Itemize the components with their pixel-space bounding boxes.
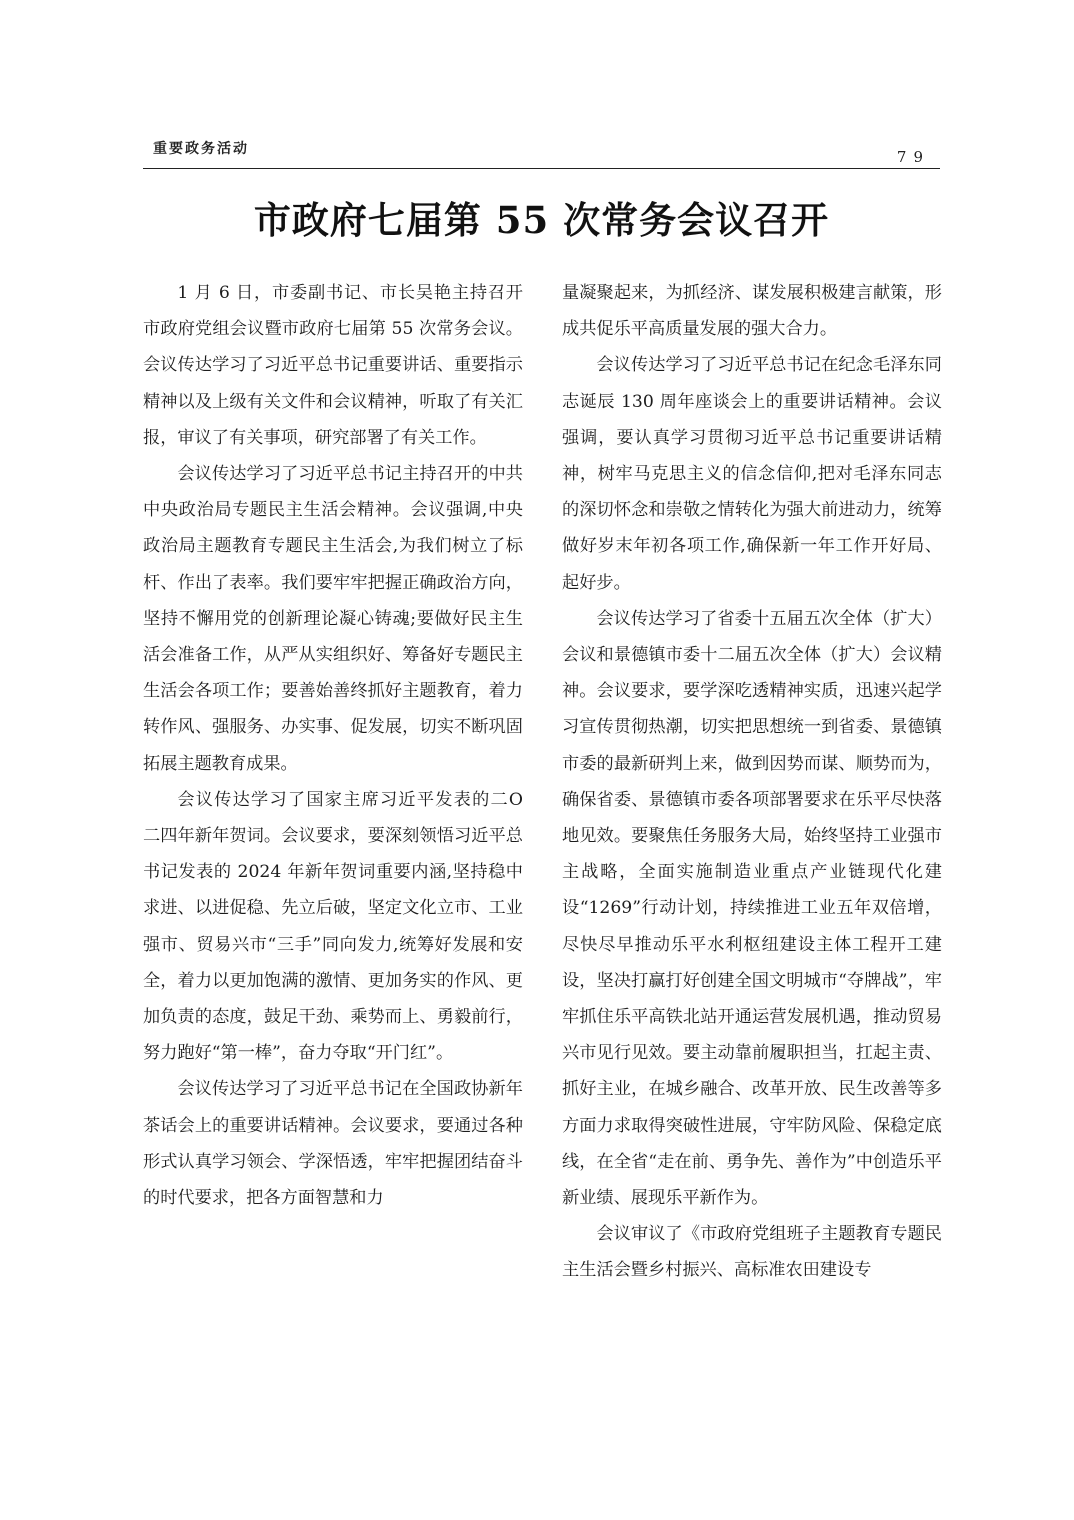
page-number: 79 bbox=[896, 148, 930, 166]
right-column bbox=[562, 275, 942, 1289]
section-label: 重要政务活动 bbox=[153, 141, 249, 157]
paragraph: 会议传达学习了习近平总书记在纪念毛泽东同志诞辰 130 周年座谈会上的重要讲话精神。会议强调，要认真学习贯彻习近平总书记重要讲话精神，树牢马克思主义的信念信仰,把对毛泽东同志的深切怀念和崇敬之情转化为强大前进动力，统筹做好岁末年初各项工作,确保新一年工作开好局、起好步。 bbox=[562, 355, 942, 593]
paragraph: 会议审议了《市政府党组班子主题教育专题民主生活会暨乡村振兴、高标准农田建设专 bbox=[562, 1224, 942, 1281]
paragraph: 1 月 6 日，市委副书记、市长吴艳主持召开市政府党组会议暨市政府七届第 55 次常务会议。会议传达学习了习近平总书记重要讲话、重要指示精神以及上级有关文件和会议精神，听取了有关汇报，审议了有关事项，研究部署了有关工作。 bbox=[143, 283, 523, 448]
left-column bbox=[143, 275, 523, 1216]
paragraph: 会议传达学习了习近平总书记在全国政协新年茶话会上的重要讲话精神。会议要求，要通过各种形式认真学习领会、学深悟透，牢牢把握团结奋斗的时代要求，把各方面智慧和力 bbox=[143, 1079, 523, 1209]
page-header bbox=[143, 136, 940, 169]
paragraph: 会议传达学习了省委十五届五次全体（扩大）会议和景德镇市委十二届五次全体（扩大）会议精神。会议要求，要学深吃透精神实质，迅速兴起学习宣传贯彻热潮，切实把思想统一到省委、景德镇市委的最新研判上来，做到因势而谋、顺势而为，确保省委、景德镇市委各项部署要求在乐平尽快落地见效。要聚焦任务服务大局，始终坚持工业强市主战略，全面实施制造业重点产业链现代化建设“1269”行动计划，持续推进工业五年双倍增，尽快尽早推动乐平水利枢纽建设主体工程开工建设，坚决打赢打好创建全国文明城市“夺牌战”，牢牢抓住乐平高铁北站开通运营发展机遇，推动贸易兴市见行见效。要主动靠前履职担当，扛起主责、抓好主业，在城乡融合、改革开放、民生改善等多方面力求取得突破性进展，守牢防风险、保稳定底线，在全省“走在前、勇争先、善作为”中创造乐平新业绩、展现乐平新作为。 bbox=[562, 608, 942, 1209]
paragraph-continuation: 量凝聚起来，为抓经济、谋发展积极建言献策，形成共促乐平高质量发展的强大合力。 bbox=[562, 283, 942, 340]
paragraph: 会议传达学习了习近平总书记主持召开的中共中央政治局专题民主生活会精神。会议强调,中央政治局主题教育专题民主生活会,为我们树立了标杆、作出了表率。我们要牢牢把握正确政治方向，坚持不懈用党的创新理论凝心铸魂;要做好民主生活会准备工作，从严从实组织好、筹备好专题民主生活会各项工作；要善始善终抓好主题教育，着力转作风、强服务、办实事、促发展，切实不断巩固拓展主题教育成果。 bbox=[143, 464, 523, 774]
paragraph: 会议传达学习了国家主席习近平发表的二O 二四年新年贺词。会议要求，要深刻领悟习近平总书记发表的 2024 年新年贺词重要内涵,坚持稳中求进、以进促稳、先立后破，坚定文化立市、工业强市、贸易兴市“三手”同向发力,统筹好发展和安全，着力以更加饱满的激情、更加务实的作风、更加负责的态度，鼓足干劲、乘势而上、勇毅前行，努力跑好“第一棒”，奋力夺取“开门红”。 bbox=[143, 789, 523, 1064]
article-title: 市政府七届第 55 次常务会议召开 bbox=[253, 198, 830, 242]
